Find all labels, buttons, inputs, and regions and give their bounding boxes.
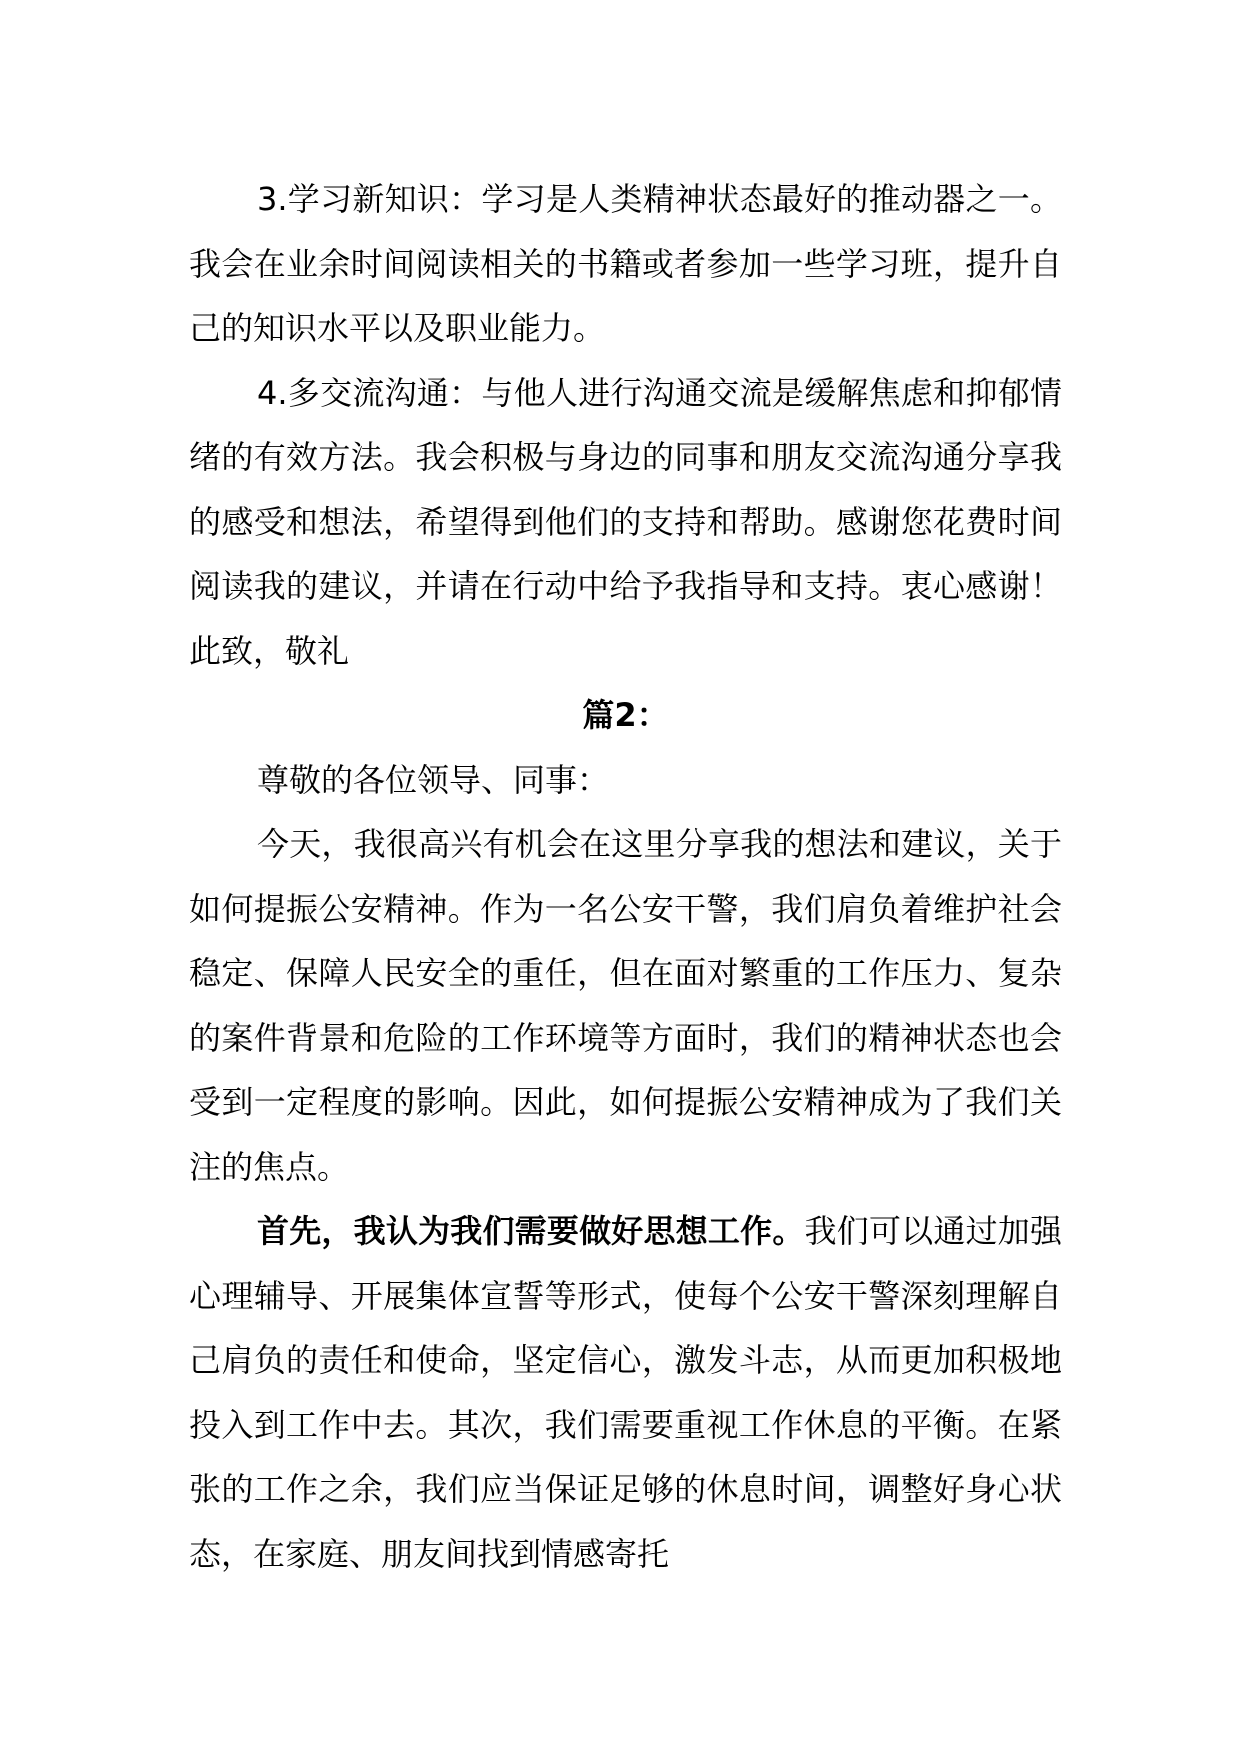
paragraph-learn-new-knowledge: 3.学习新知识：学习是人类精神状态最好的推动器之一。我会在业余时间阅读相关的书籍或者参加一些学习班，提升自己的知识水平以及职业能力。 — [189, 180, 1062, 347]
paragraph-introduction: 今天，我很高兴有机会在这里分享我的想法和建议，关于如何提振公安精神。作为一名公安干警，我们肩负着维护社会稳定、保障人民安全的重任，但在面对繁重的工作压力、复杂的案件背景和危险的工作环境等方面时，我们的精神状态也会受到一定程度的影响。因此，如何提振公安精神成为了我们关注的焦点。 — [189, 825, 1062, 1186]
paragraph-first-point — [189, 1199, 1062, 1586]
paragraph-body-text: 我们可以通过加强心理辅导、开展集体宣誓等形式，使每个公安干警深刻理解自己肩负的责任和使命，坚定信心，激发斗志，从而更加积极地投入到工作中去。其次，我们需要重视工作休息的平衡。在紧张的工作之余，我们应当保证足够的休息时间，调整好身心状态，在家庭、朋友间找到情感寄托 — [189, 1212, 1062, 1573]
section-heading: 篇2： — [582, 696, 669, 734]
document-page — [189, 167, 1062, 1586]
bold-lead-sentence: 首先，我认为我们需要做好思想工作。 — [257, 1212, 805, 1250]
paragraph-salutation: 尊敬的各位领导、同事： — [257, 760, 610, 799]
paragraph-communication: 4.多交流沟通：与他人进行沟通交流是缓解焦虑和抑郁情绪的有效方法。我会积极与身边的同事和朋友交流沟通分享我的感受和想法，希望得到他们的支持和帮助。感谢您花费时间阅读我的建议，并请在行动中给予我指导和支持。衷心感谢！此致，敬礼 — [189, 373, 1062, 670]
